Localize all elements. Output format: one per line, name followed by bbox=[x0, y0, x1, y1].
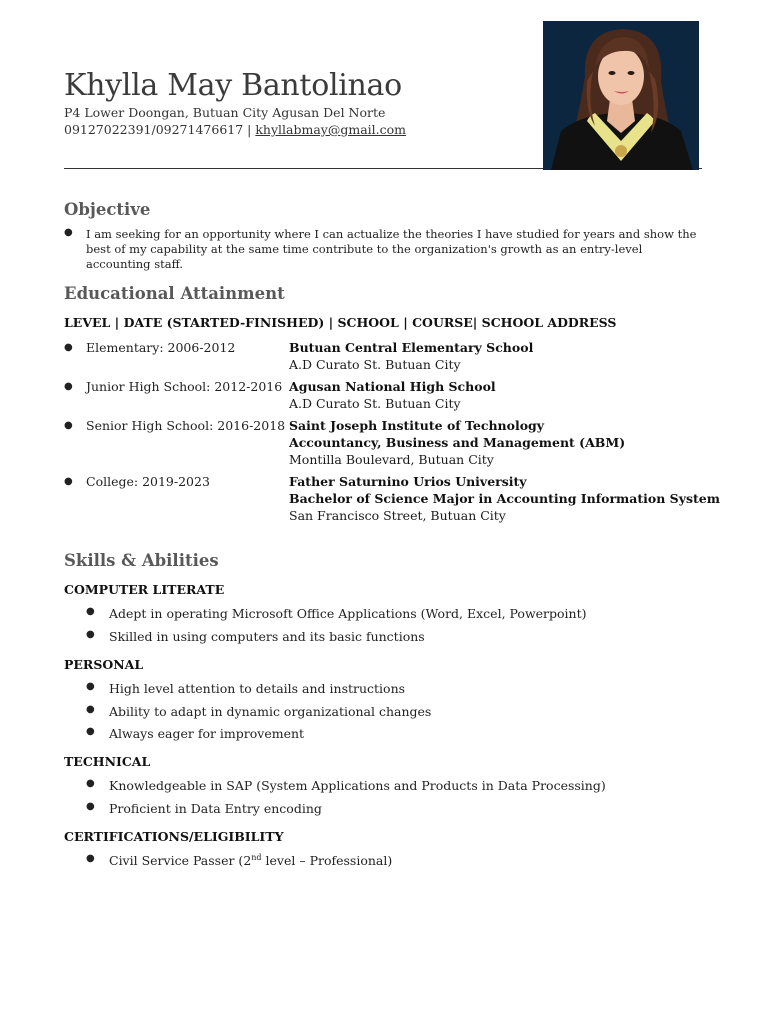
bullet-icon: ● bbox=[64, 476, 73, 487]
skill-group-heading: COMPUTER LITERATE bbox=[64, 582, 225, 597]
bullet-icon: ● bbox=[64, 420, 73, 431]
bullet-icon: ● bbox=[64, 227, 73, 238]
bullet-icon: ● bbox=[86, 801, 95, 812]
school-address: Montilla Boulevard, Butuan City bbox=[289, 452, 494, 467]
graduation-portrait-photo bbox=[543, 21, 699, 170]
education-level: Junior High School: 2012-2016 bbox=[86, 379, 283, 394]
bullet-icon: ● bbox=[86, 681, 95, 692]
course-name: Bachelor of Science Major in Accounting Information System bbox=[289, 491, 720, 506]
bullet-icon: ● bbox=[86, 726, 95, 737]
email-link[interactable]: khyllabmay@gmail.com bbox=[255, 122, 407, 137]
bullet-icon: ● bbox=[64, 381, 73, 392]
school-name: Saint Joseph Institute of Technology bbox=[289, 418, 545, 433]
education-columns-header: LEVEL | DATE (STARTED-FINISHED) | SCHOOL | COURSE| SCHOOL ADDRESS bbox=[64, 315, 617, 330]
objective-heading: Objective bbox=[64, 200, 151, 219]
education-level: Elementary: 2006-2012 bbox=[86, 340, 236, 355]
resume-name: Khylla May Bantolinao bbox=[64, 68, 402, 103]
skill-group-heading: TECHNICAL bbox=[64, 754, 151, 769]
objective-text: I am seeking for an opportunity where I can actualize the theories I have studied for years and show the best of my capability at the same time contribute to the organization's growth as an entry-level accounting staff. bbox=[86, 227, 697, 271]
school-address: San Francisco Street, Butuan City bbox=[289, 508, 506, 523]
bullet-icon: ● bbox=[86, 629, 95, 640]
profile-photo bbox=[543, 21, 699, 170]
skill-group-heading: CERTIFICATIONS/ELIGIBILITY bbox=[64, 829, 284, 844]
bullet-icon: ● bbox=[86, 778, 95, 789]
bullet-icon: ● bbox=[86, 704, 95, 715]
phone-numbers: 09127022391/09271476617 | bbox=[64, 122, 256, 137]
school-name: Butuan Central Elementary School bbox=[289, 340, 534, 355]
bullet-icon: ● bbox=[86, 853, 95, 864]
school-name: Agusan National High School bbox=[289, 379, 496, 394]
bullet-icon: ● bbox=[86, 606, 95, 617]
contact-line bbox=[64, 122, 406, 137]
education-level: Senior High School: 2016-2018 bbox=[86, 418, 286, 433]
course-name: Accountancy, Business and Management (ABM) bbox=[289, 435, 626, 450]
school-name: Father Saturnino Urios University bbox=[289, 474, 527, 489]
skills-heading: Skills & Abilities bbox=[64, 551, 219, 570]
school-address: A.D Curato St. Butuan City bbox=[289, 357, 461, 372]
school-address: A.D Curato St. Butuan City bbox=[289, 396, 461, 411]
address-line: P4 Lower Doongan, Butuan City Agusan Del Norte bbox=[64, 105, 386, 120]
skill-group-heading: PERSONAL bbox=[64, 657, 144, 672]
bullet-icon: ● bbox=[64, 342, 73, 353]
education-level: College: 2019-2023 bbox=[86, 474, 210, 489]
certification-text: Civil Service Passer (2nd level – Professional) bbox=[109, 853, 393, 869]
education-heading: Educational Attainment bbox=[64, 284, 285, 303]
